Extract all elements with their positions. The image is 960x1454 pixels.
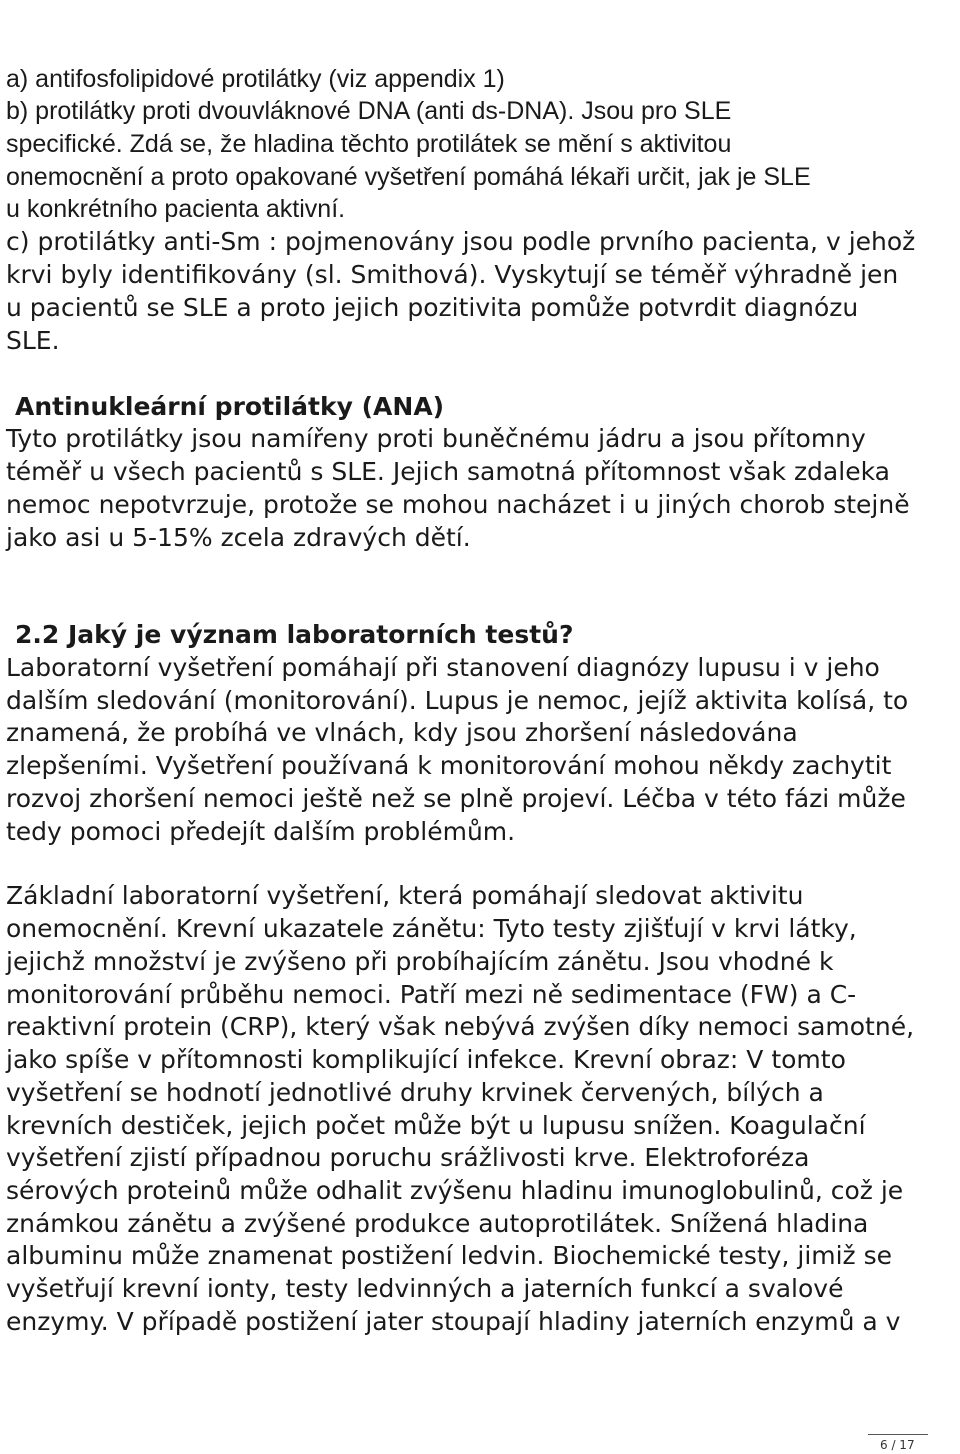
- section-heading: Antinukleární protilátky (ANA): [15, 392, 445, 421]
- text-line: Tyto protilátky jsou namířeny proti buněčnému jádru a jsou přítomny: [6, 424, 866, 453]
- text-line: krevních destiček, jejich počet může být u lupusu snížen. Koagulační: [6, 1111, 866, 1140]
- text-line: jako asi u 5-15% zcela zdravých dětí.: [6, 523, 471, 552]
- text-line: nemoc nepotvrzuje, protože se mohou nacházet i u jiných chorob stejně: [6, 490, 910, 519]
- text-line: onemocnění a proto opakované vyšetření pomáhá lékaři určit, jak je SLE: [6, 163, 811, 191]
- text-line: c) protilátky anti-Sm : pojmenovány jsou podle prvního pacienta, v jehož: [6, 227, 916, 256]
- text-line: tedy pomoci předejít dalším problémům.: [6, 817, 516, 846]
- text-line: vyšetření zjistí případnou poruchu srážlivosti krve. Elektroforéza: [6, 1143, 810, 1172]
- section-heading: 2.2 Jaký je význam laboratorních testů?: [15, 620, 574, 649]
- text-line: vyšetření se hodnotí jednotlivé druhy krvinek červených, bílých a: [6, 1078, 824, 1107]
- text-line: monitorování průběhu nemoci. Patří mezi ně sedimentace (FW) a C-: [6, 980, 857, 1009]
- text-line: krvi byly identifikovány (sl. Smithová). Vyskytují se téměř výhradně jen: [6, 260, 899, 289]
- text-line: téměř u všech pacientů s SLE. Jejich samotná přítomnost však zdaleka: [6, 457, 890, 486]
- text-line: vyšetřují krevní ionty, testy ledvinných a jaterních funkcí a svalové: [6, 1274, 844, 1303]
- text-line: zlepšeními. Vyšetření používaná k monitorování mohou někdy zachytit: [6, 751, 892, 780]
- text-line: enzymy. V případě postižení jater stoupají hladiny jaterních enzymů a v: [6, 1307, 901, 1336]
- text-line: jejichž množství je zvýšeno při probíhajícím zánětu. Jsou vhodné k: [6, 947, 834, 976]
- text-line: Laboratorní vyšetření pomáhají při stanovení diagnózy lupusu i v jeho: [6, 653, 880, 682]
- text-line: onemocnění. Krevní ukazatele zánětu: Tyto testy zjišťují v krvi látky,: [6, 914, 857, 943]
- page-number: 6 / 17: [880, 1438, 915, 1452]
- text-line: u pacientů se SLE a proto jejich pozitivita pomůže potvrdit diagnózu: [6, 293, 859, 322]
- text-line: a) antifosfolipidové protilátky (viz appendix 1): [6, 65, 505, 93]
- text-line: albuminu může znamenat postižení ledvin. Biochemické testy, jimiž se: [6, 1241, 893, 1270]
- text-line: sérových proteinů může odhalit zvýšenu hladinu imunoglobulinů, což je: [6, 1176, 904, 1205]
- text-line: u konkrétního pacienta aktivní.: [6, 195, 346, 223]
- text-line: reaktivní protein (CRP), který však nebývá zvýšen díky nemoci samotné,: [6, 1012, 915, 1041]
- text-line: známkou zánětu a zvýšené produkce autoprotilátek. Snížená hladina: [6, 1209, 869, 1238]
- text-line: Základní laboratorní vyšetření, která pomáhají sledovat aktivitu: [6, 881, 804, 910]
- text-line: SLE.: [6, 326, 60, 355]
- text-line: znamená, že probíhá ve vlnách, kdy jsou zhoršení následována: [6, 718, 798, 747]
- footer-divider: [868, 1434, 928, 1435]
- text-line: b) protilátky proti dvouvláknové DNA (anti ds-DNA). Jsou pro SLE: [6, 97, 732, 125]
- text-line: dalším sledování (monitorování). Lupus je nemoc, jejíž aktivita kolísá, to: [6, 686, 909, 715]
- text-line: rozvoj zhoršení nemoci ještě než se plně projeví. Léčba v této fázi může: [6, 784, 906, 813]
- text-line: specifické. Zdá se, že hladina těchto protilátek se mění s aktivitou: [6, 130, 732, 158]
- text-line: jako spíše v přítomnosti komplikující infekce. Krevní obraz: V tomto: [6, 1045, 846, 1074]
